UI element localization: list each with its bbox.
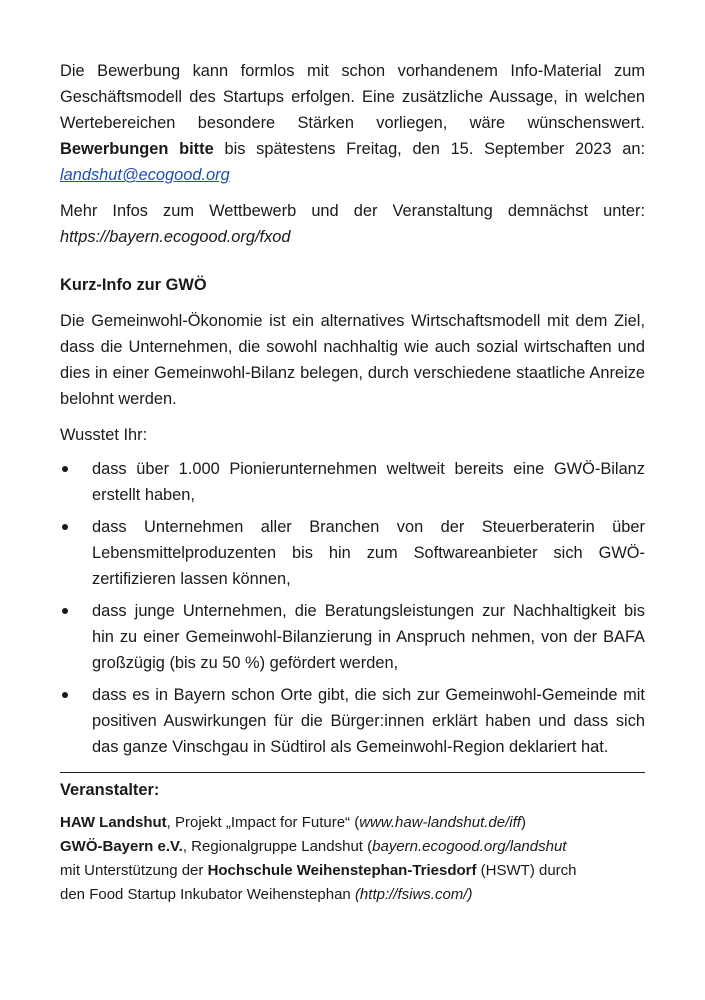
- more-info-text: Mehr Infos zum Wettbewerb und der Veranstaltung demnächst unter:: [60, 202, 645, 220]
- list-item: dass über 1.000 Pionierunternehmen weltweit bereits eine GWÖ-Bilanz erstellt haben,: [60, 456, 645, 508]
- email-link[interactable]: landshut@ecogood.org: [60, 166, 230, 184]
- haw-project: , Projekt „Impact for Future“ (: [166, 814, 360, 831]
- haw-url[interactable]: www.haw-landshut.de/iff: [359, 814, 521, 831]
- incubator-text: den Food Startup Inkubator Weihenstephan: [60, 886, 355, 903]
- support-text: mit Unterstützung der: [60, 862, 208, 879]
- application-paragraph: [60, 58, 645, 188]
- gwo-name: GWÖ-Bayern e.V.: [60, 838, 183, 855]
- divider: [60, 772, 645, 773]
- gwo-group: , Regionalgruppe Landshut (: [182, 838, 373, 855]
- document-page: [60, 58, 645, 907]
- incubator-url[interactable]: (http://fsiws.com/): [354, 886, 473, 903]
- haw-name: HAW Landshut: [60, 814, 167, 831]
- deadline-text: bis spätestens Freitag, den 15. September 2023 an:: [213, 140, 645, 158]
- kurzinfo-heading: Kurz-Info zur GWÖ: [60, 276, 207, 294]
- more-info-paragraph: [60, 198, 645, 250]
- list-item: dass es in Bayern schon Orte gibt, die sich zur Gemeinwohl-Gemeinde mit positiven Auswirkungen für die Bürger:innen erklärt haben und dass sich das ganze Vinschgau in Südtirol als Gemeinwohl-Region deklariert hat.: [60, 682, 645, 760]
- facts-list: [60, 456, 645, 760]
- application-bold: Bewerbungen bitte: [60, 140, 214, 158]
- list-item: dass Unternehmen aller Branchen von der Steuerberaterin über Lebensmittelproduzenten bis hin zum Softwareanbieter sich GWÖ-zertifizieren lassen können,: [60, 514, 645, 592]
- organizer-line-1: [60, 811, 645, 835]
- kurzinfo-text: Die Gemeinwohl-Ökonomie ist ein alternatives Wirtschaftsmodell mit dem Ziel, dass die Unternehmen, die sowohl nachhaltig wie auch sozial wirtschaften und dies in einer Gemeinwohl-Bilanz belegen, durch verschiedene staatliche Anreize belohnt werden.: [60, 312, 645, 408]
- organizer-line-2: [60, 835, 645, 859]
- application-text: Die Bewerbung kann formlos mit schon vorhandenem Info-Material zum Geschäftsmodell des Startups erfolgen. Eine zusätzliche Aussage, in welchen Wertebereichen besondere Stärken vorliegen, wäre wünschenswert.: [60, 62, 645, 132]
- more-info-url[interactable]: https://bayern.ecogood.org/fxod: [60, 228, 291, 246]
- organizers-heading: Veranstalter:: [60, 781, 160, 799]
- organizer-line-3: [60, 859, 645, 883]
- gwo-url[interactable]: bayern.ecogood.org/landshut: [372, 838, 567, 855]
- hswt-abbr: (HSWT) durch: [476, 862, 577, 879]
- organizer-line-4: [60, 883, 645, 907]
- haw-paren: ): [520, 814, 526, 831]
- hswt-name: Hochschule Weihenstephan-Triesdorf: [207, 862, 477, 879]
- organizers-block: [60, 811, 645, 907]
- list-item: dass junge Unternehmen, die Beratungsleistungen zur Nachhaltigkeit bis hin zu einer Gemeinwohl-Bilanzierung in Anspruch nehmen, von der BAFA großzügig (bis zu 50 %) gefördert werden,: [60, 598, 645, 676]
- wusstet-label: Wusstet Ihr:: [60, 426, 148, 444]
